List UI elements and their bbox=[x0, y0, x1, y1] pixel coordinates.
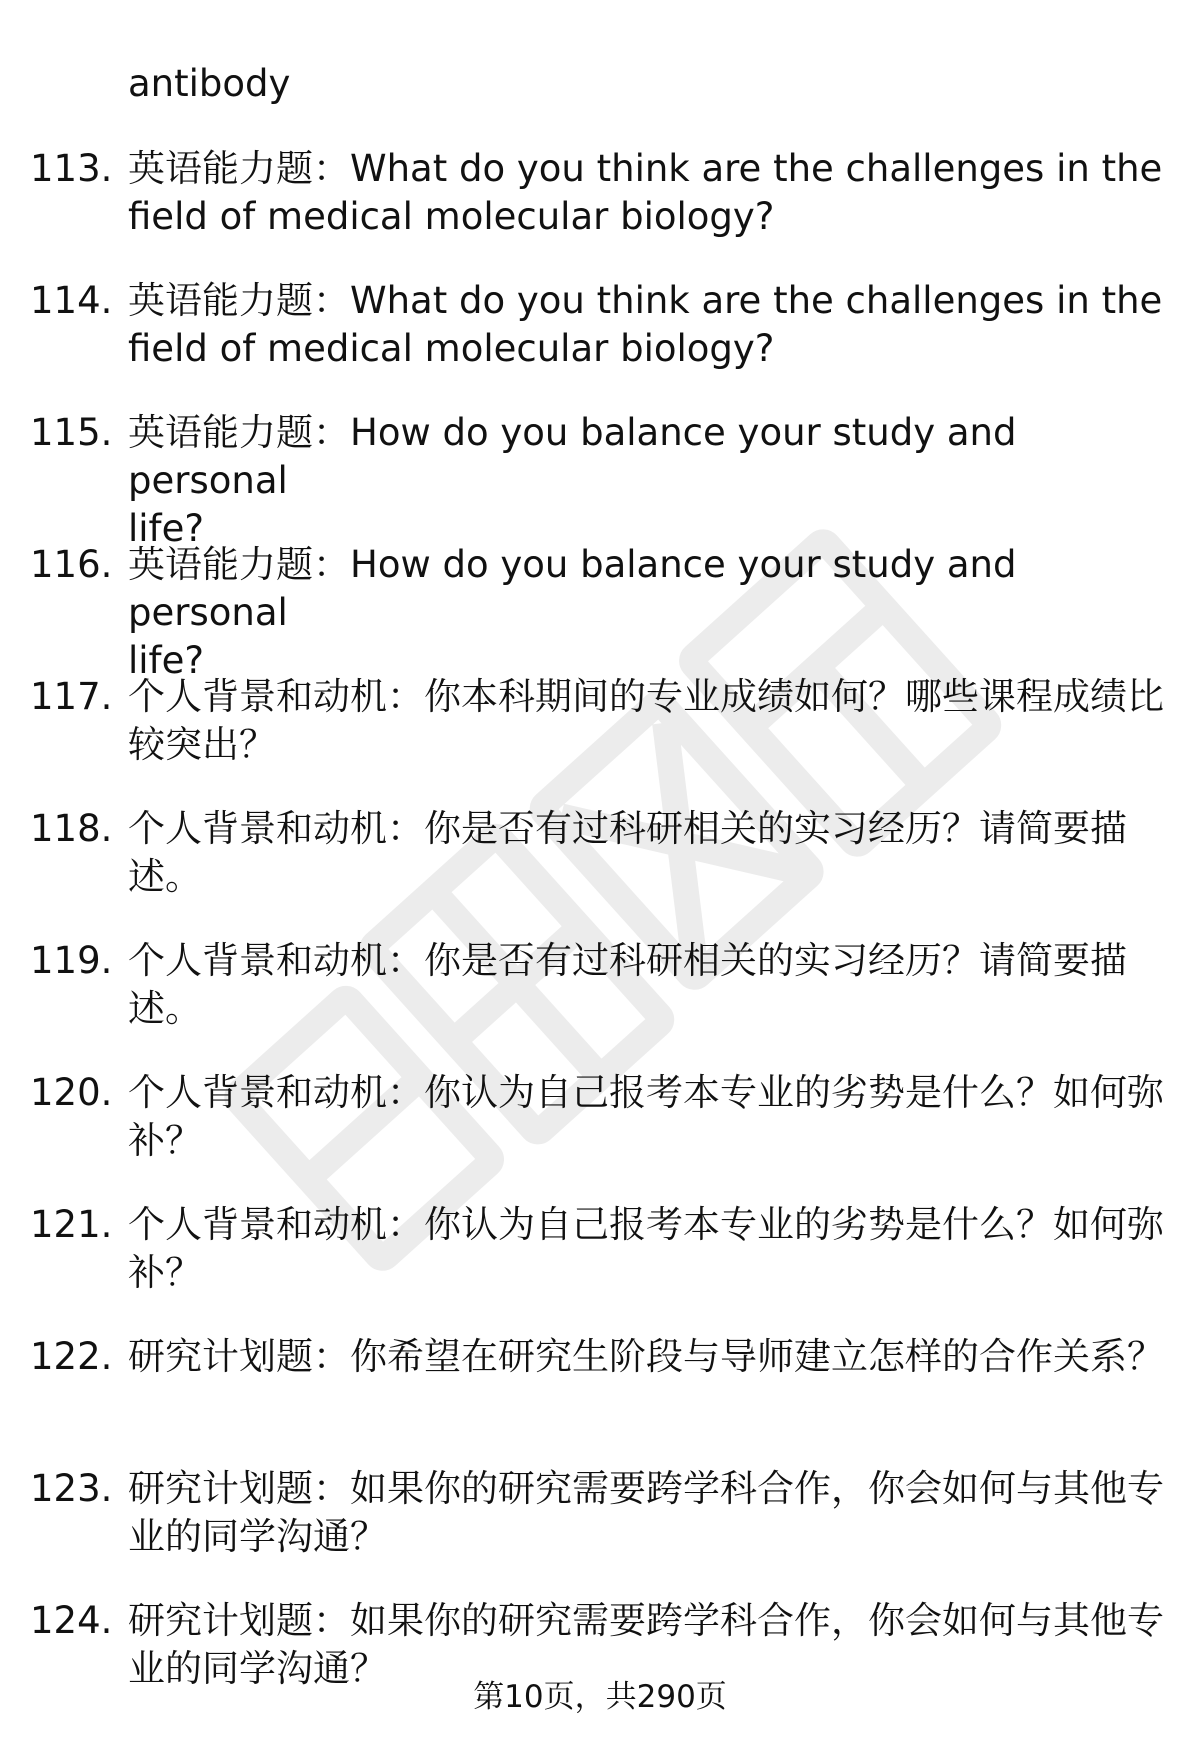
item-text: 英语能力题：How do you balance your study and personal life? bbox=[128, 543, 1017, 682]
list-item bbox=[30, 1465, 1175, 1597]
item-number: 123. bbox=[30, 1467, 113, 1510]
item-number: 119. bbox=[30, 939, 113, 982]
continuation-text: antibody bbox=[128, 62, 291, 105]
page-footer: 第10页，共290页 bbox=[473, 1679, 727, 1715]
item-number: 116. bbox=[30, 543, 113, 586]
list-item bbox=[30, 145, 1175, 277]
list-item bbox=[30, 937, 1175, 1069]
item-text: 个人背景和动机：你是否有过科研相关的实习经历？请简要描 述。 bbox=[128, 939, 1127, 1030]
item-text: 个人背景和动机：你认为自己报考本专业的劣势是什么？如何弥 补？ bbox=[128, 1071, 1164, 1162]
item-number: 118. bbox=[30, 807, 113, 850]
item-text: 英语能力题：What do you think are the challenges in the field of medical molecular biology? bbox=[128, 147, 1163, 238]
list-item bbox=[30, 673, 1175, 805]
item-number: 117. bbox=[30, 675, 113, 718]
item-number: 121. bbox=[30, 1203, 113, 1246]
item-text: 研究计划题：你希望在研究生阶段与导师建立怎样的合作关系？ bbox=[128, 1335, 1164, 1378]
list-item bbox=[30, 1201, 1175, 1333]
list-item bbox=[30, 409, 1175, 550]
item-text: 个人背景和动机：你认为自己报考本专业的劣势是什么？如何弥 补？ bbox=[128, 1203, 1164, 1294]
item-text: 英语能力题：What do you think are the challenges in the field of medical molecular biology? bbox=[128, 279, 1163, 370]
list-item bbox=[30, 805, 1175, 937]
list-item bbox=[30, 1333, 1175, 1465]
item-number: 122. bbox=[30, 1335, 113, 1378]
list-item bbox=[30, 541, 1175, 682]
item-text: 个人背景和动机：你本科期间的专业成绩如何？哪些课程成绩比 较突出？ bbox=[128, 675, 1164, 766]
item-text: 研究计划题：如果你的研究需要跨学科合作，你会如何与其他专 业的同学沟通？ bbox=[128, 1467, 1164, 1558]
item-text: 个人背景和动机：你是否有过科研相关的实习经历？请简要描 述。 bbox=[128, 807, 1127, 898]
question-list bbox=[30, 145, 1175, 1729]
list-item bbox=[30, 1069, 1175, 1201]
list-item bbox=[30, 277, 1175, 409]
item-text: 研究计划题：如果你的研究需要跨学科合作，你会如何与其他专 业的同学沟通？ bbox=[128, 1599, 1164, 1690]
item-number: 115. bbox=[30, 411, 113, 454]
item-text: 英语能力题：How do you balance your study and personal life? bbox=[128, 411, 1017, 550]
item-number: 114. bbox=[30, 279, 113, 322]
item-number: 124. bbox=[30, 1599, 113, 1642]
item-number: 113. bbox=[30, 147, 113, 190]
item-number: 120. bbox=[30, 1071, 113, 1114]
